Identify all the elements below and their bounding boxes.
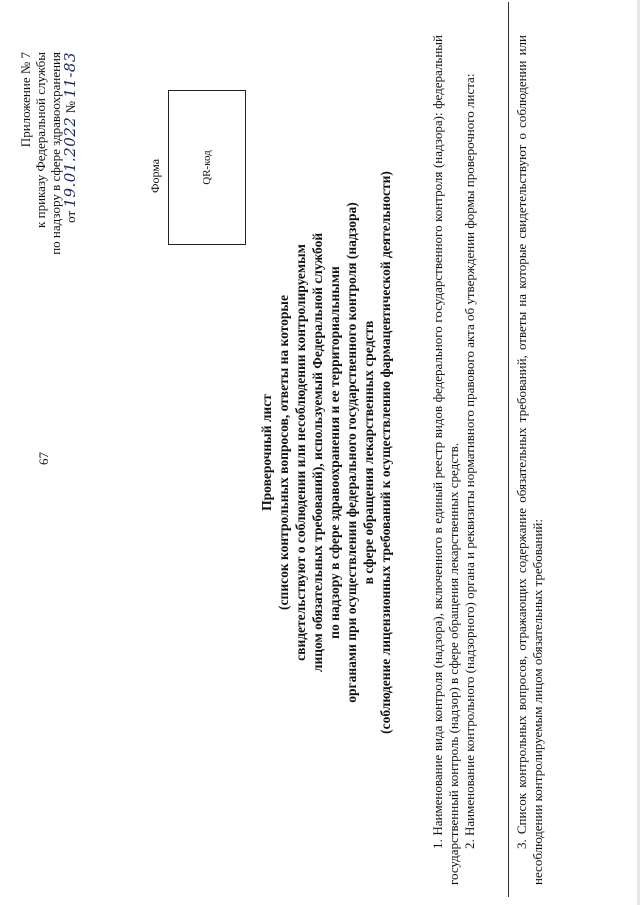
number-prefix: № — [63, 101, 78, 114]
handwritten-date: 19.01.2022 — [61, 116, 79, 208]
horizontal-rule — [508, 2, 509, 897]
date-prefix: от — [63, 210, 78, 223]
title-line-6: органами при осуществлении федерального государственного контроля (надзора) — [344, 202, 359, 703]
appendix-line-1: Приложение № 7 — [18, 52, 33, 148]
paragraph-3 — [514, 35, 546, 885]
qr-code-box — [168, 90, 246, 245]
qr-code-label: QR-код — [201, 150, 213, 185]
page-number: 67 — [36, 452, 51, 465]
document-title — [258, 100, 394, 805]
paragraph-3-text: 3. Список контрольных вопросов, отражающих содержание обязательных требований, ответы на которые свидетельствуют о соблюдении или несоблюдении контролируемым лицом обязательных требований: — [514, 35, 545, 885]
paragraph-2-text: 2. Наименование контрольного (надзорного) органа и реквизиты нормативного правового акта об утверждении формы проверочного листа: — [462, 73, 477, 849]
order-date-number-line — [63, 52, 78, 282]
title-line-4: лицом обязательных требований), используемый Федеральной службой — [310, 232, 325, 673]
title-line-3: свидетельствуют о соблюдении или несоблюдении контролируемым — [293, 244, 308, 661]
title-line-2: (список контрольных вопросов, ответы на которые — [276, 295, 291, 610]
appendix-header — [18, 52, 78, 282]
appendix-line-2: к приказу Федеральной службы — [33, 52, 48, 228]
title-line-5: по надзору в сфере здравоохранения и ее территориальными — [327, 266, 342, 639]
form-label: Форма — [148, 158, 162, 193]
appendix-line-3: по надзору в сфере здравоохранения — [48, 52, 63, 255]
paragraph-1 — [430, 35, 462, 885]
title-line-1: Проверочный лист — [259, 394, 274, 511]
paragraph-1-text: 1. Наименование вида контроля (надзора), включенного в единый реестр видов федерального государственного контроля (надзора): федеральный государственный контроль (надзор) в сфере обращения лекарственных средств. — [430, 35, 461, 885]
title-line-7: в сфере обращения лекарственных средств — [361, 320, 376, 585]
handwritten-number: 11-83 — [61, 52, 79, 98]
paragraph-2 — [462, 35, 478, 885]
title-line-8: (соблюдение лицензионных требований к осуществлению фармацевтической деятельности) — [378, 171, 393, 734]
